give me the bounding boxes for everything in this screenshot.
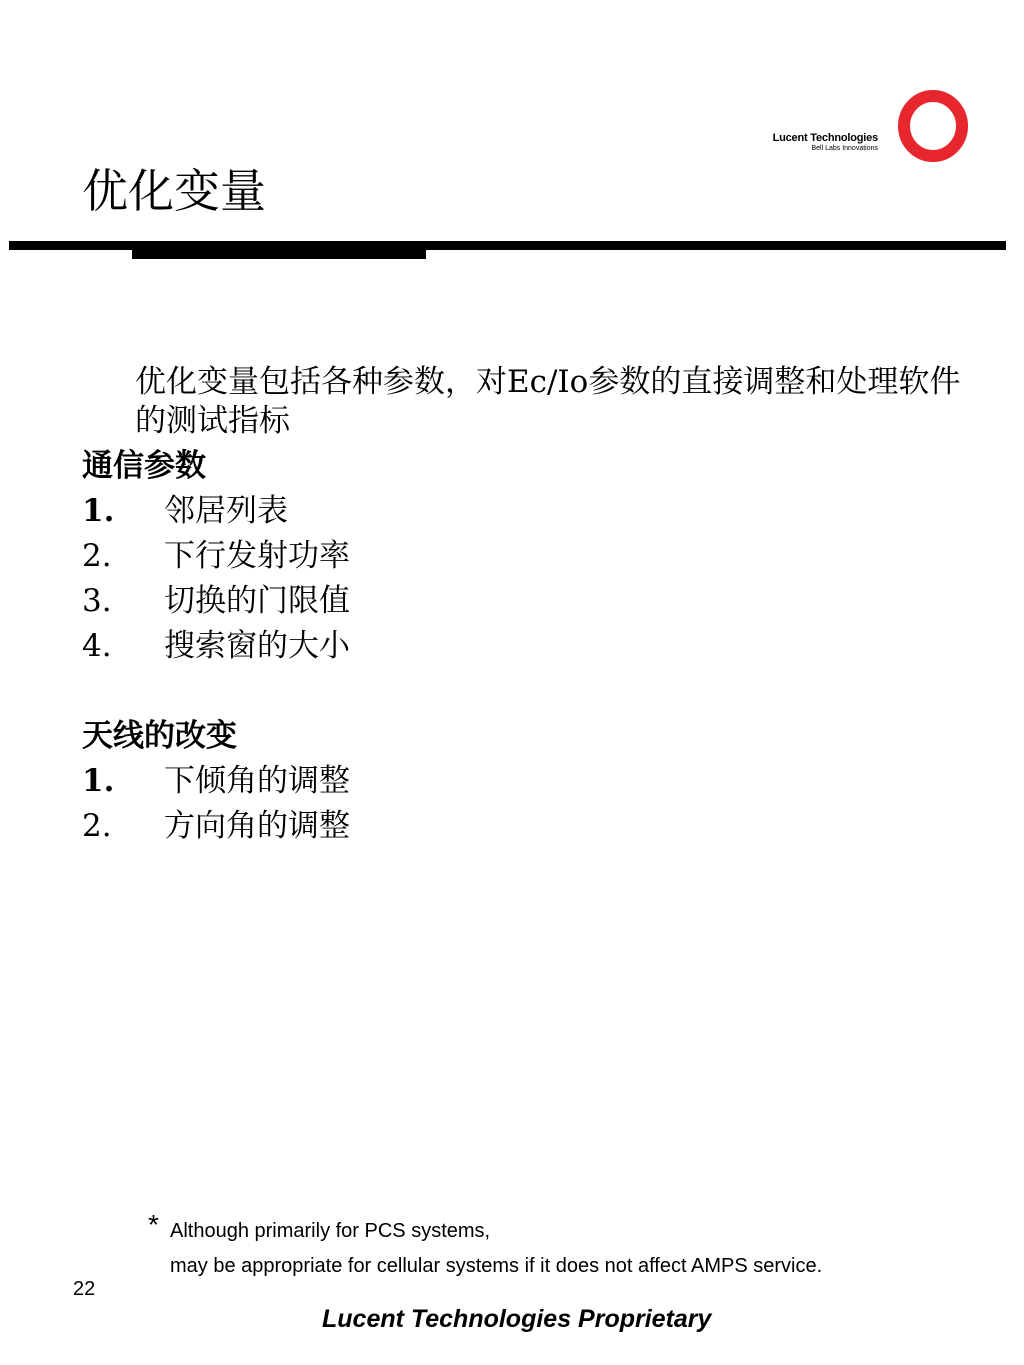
intro-text: 优化变量包括各种参数，对Ec/Io参数的直接调整和处理软件的测试指标: [135, 364, 961, 439]
list-item-text: 方向角的调整: [164, 808, 350, 844]
list-item-number: 4.: [82, 628, 112, 664]
logo-company-name: Lucent Technologies: [772, 132, 878, 144]
list-item: [82, 808, 350, 844]
list-item-text: 搜索窗的大小: [164, 628, 350, 664]
list-item-text: 下行发射功率: [164, 538, 350, 574]
page-number: 22: [73, 1278, 96, 1300]
list-item: [82, 538, 350, 574]
list-item: [82, 763, 350, 799]
list-item: [82, 628, 350, 664]
footnote-line-2: may be appropriate for cellular systems if it does not affect AMPS service.: [170, 1255, 823, 1277]
list-item-number: 1.: [82, 763, 115, 799]
list-item-number: 3.: [82, 583, 112, 619]
proprietary-footer: Lucent Technologies Proprietary: [322, 1305, 712, 1333]
logo-tagline: Bell Labs Innovations: [811, 145, 878, 152]
footnote-marker: *: [148, 1209, 159, 1240]
title-divider: [9, 241, 1006, 250]
list-item-number: 2.: [82, 538, 112, 574]
lucent-ring-logo-icon: [895, 88, 971, 164]
slide-title: 优化变量: [82, 164, 266, 218]
title-accent-bar: [132, 250, 426, 259]
list-item-number: 2.: [82, 808, 112, 844]
footnote-line-1: Although primarily for PCS systems,: [170, 1220, 491, 1242]
list-item-text: 下倾角的调整: [164, 763, 350, 799]
company-logo-text: [753, 132, 878, 152]
list-item-number: 1.: [82, 493, 115, 529]
list-item: [82, 583, 350, 619]
list-item-text: 切换的门限值: [164, 583, 350, 619]
section-heading-antenna: 天线的改变: [82, 718, 237, 754]
section-heading-communication: 通信参数: [82, 448, 206, 484]
list-item-text: 邻居列表: [164, 493, 288, 529]
list-item: [82, 493, 288, 529]
